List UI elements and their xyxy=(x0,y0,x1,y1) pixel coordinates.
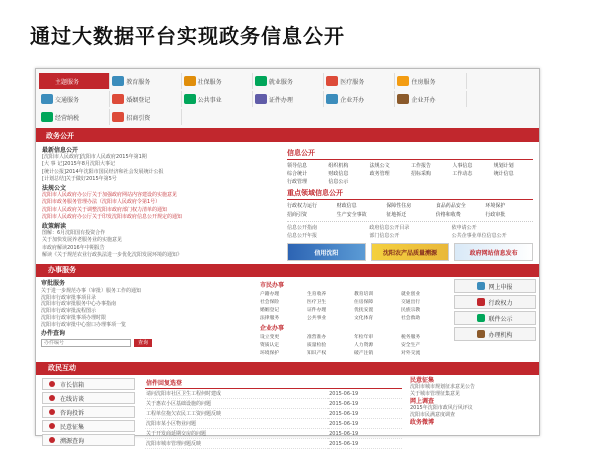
policy-link[interactable]: 图解：6月沈阳国有投资合作 xyxy=(42,230,106,237)
latest-info-link[interactable]: [统计公报]2014年沈阳市国民经济和社会发展统计公报 xyxy=(42,168,164,175)
nav-item-label: 招商引资 xyxy=(126,114,151,122)
hearing-link[interactable]: 2015年沈阳市政风行风评议 xyxy=(410,405,473,412)
guide-link[interactable]: 沈阳市行政审批中心窗口办理事项一览 xyxy=(41,321,127,328)
hudong-button-4[interactable] xyxy=(42,434,135,446)
citizen-service-item[interactable]: 教育培训 xyxy=(354,292,374,298)
key-area-item[interactable]: 行政权力运行 xyxy=(287,203,318,209)
gov-open-section xyxy=(36,142,539,262)
guide-link[interactable]: 沈阳市行政审批事项办理时限 xyxy=(41,315,107,322)
bullet-icon xyxy=(49,423,55,429)
nav-item-label: 企业开办 xyxy=(340,96,365,104)
hudong-button-3[interactable] xyxy=(42,420,135,432)
letter-title[interactable]: 关于惠农小区基础设施的问题 xyxy=(145,399,328,409)
guide-link[interactable]: 关于进一步规范办事（审批）服务工作的通知 xyxy=(41,287,142,294)
nav-item-9[interactable] xyxy=(253,91,324,107)
business-icon xyxy=(326,94,338,104)
key-area-item[interactable]: 价格和收费 xyxy=(435,212,461,218)
letters-table xyxy=(145,377,402,449)
hearing-heading: 网上调查 xyxy=(410,398,435,406)
info-links xyxy=(287,221,533,239)
latest-info-link[interactable]: [大 事 记]2015年8月沈阳大事记 xyxy=(42,161,115,168)
tax-icon xyxy=(41,112,53,122)
info-link[interactable]: 部门信息公开 xyxy=(369,233,400,239)
nav-item-label: 住房服务 xyxy=(411,78,436,86)
investment-icon xyxy=(112,112,124,122)
hudong-button-0[interactable] xyxy=(42,378,135,390)
citizen-service-item[interactable]: 社会救助 xyxy=(401,316,421,322)
nav-item-label: 医疗服务 xyxy=(340,78,365,86)
table-row[interactable] xyxy=(145,429,402,439)
citizen-service-item[interactable]: 文化体育 xyxy=(354,316,374,322)
info-open-item[interactable]: 行政管理 xyxy=(287,179,308,185)
key-area-item[interactable]: 生产安全事故 xyxy=(336,212,367,218)
online-declare-icon xyxy=(477,282,485,290)
nav-item-label: 公共事业 xyxy=(197,96,222,104)
employment-icon xyxy=(255,76,267,86)
policy-link[interactable]: 市政府解读2016年中期报告 xyxy=(42,244,105,251)
citizen-service-item[interactable]: 住房保障 xyxy=(354,300,374,306)
banner-2[interactable]: 沈阳农产品质量溯源 xyxy=(371,243,450,261)
info-open-item[interactable]: 法规公文 xyxy=(369,163,390,169)
nav-item-label: 教育服务 xyxy=(126,78,151,86)
info-open-heading: 信息公开 xyxy=(287,148,533,160)
survey-link[interactable]: 关于城市管理征集意见 xyxy=(410,391,461,398)
nav-item-label: 婚姻登记 xyxy=(126,96,151,104)
banshi-button-2[interactable] xyxy=(454,311,536,325)
marriage-icon xyxy=(112,94,124,104)
law-link[interactable]: 沈阳市人民政府关于调整沈阳市政府部门权力清单的通知 xyxy=(42,206,168,213)
hudong-letters xyxy=(141,375,406,451)
guide-link[interactable]: 沈阳市行政审批事项目录 xyxy=(41,294,97,301)
guide-heading: 审批服务 xyxy=(41,280,66,288)
letter-title[interactable]: 请问沈阳市社区卫生工程何时建成 xyxy=(145,389,328,399)
hudong-button-label: 市长信箱 xyxy=(60,381,85,389)
letter-title[interactable]: 沈阳市城市管理问题反映 xyxy=(145,439,328,449)
nav-item-1[interactable] xyxy=(110,73,181,89)
enterprise-service-item[interactable]: 设立变更 xyxy=(260,335,280,341)
service-nav xyxy=(36,69,539,130)
info-link[interactable]: 依申请公开 xyxy=(451,225,477,231)
banshi-left xyxy=(36,277,256,360)
enterprise-service-item[interactable]: 破产注销 xyxy=(354,351,374,357)
hudong-button-label: 溯源查询 xyxy=(60,437,85,445)
citizen-service-item[interactable]: 婚姻登记 xyxy=(260,308,280,314)
key-areas-heading: 重点领域信息公开 xyxy=(287,188,533,200)
table-row[interactable] xyxy=(145,389,402,399)
citizen-service-item[interactable]: 证件办理 xyxy=(307,308,327,314)
enterprise-service-item[interactable]: 安全生产 xyxy=(401,343,421,349)
key-areas-grid xyxy=(287,202,533,218)
nav-item-0[interactable] xyxy=(39,73,110,89)
letter-date: 2015-06-19 xyxy=(328,399,402,409)
nav-item-4[interactable] xyxy=(324,73,395,89)
info-link[interactable]: 信息公开年报 xyxy=(287,233,318,239)
key-area-item[interactable]: 招商引资 xyxy=(287,212,308,218)
letter-date: 2015-06-19 xyxy=(328,439,402,449)
info-open-grid xyxy=(287,162,533,185)
hudong-section-bar: 政民互动 xyxy=(36,362,539,374)
survey-heading: 民意征集 xyxy=(410,377,435,385)
nav-item-11[interactable] xyxy=(395,91,466,107)
nav-item-label: 交通服务 xyxy=(55,96,80,104)
enterprise-service-item[interactable]: 对外交流 xyxy=(401,351,421,357)
query-button[interactable]: 查询 xyxy=(134,339,152,347)
nav-item-12[interactable] xyxy=(39,109,110,125)
hearing-link[interactable]: 沈阳市民满意度调查 xyxy=(410,412,456,419)
letter-title[interactable]: 工程单位拖欠农民工工资问题反映 xyxy=(145,409,328,419)
info-link[interactable]: 政府信息公开目录 xyxy=(369,225,410,231)
enterprise-service-item[interactable]: 人力资源 xyxy=(354,343,374,349)
query-input[interactable] xyxy=(41,339,131,347)
nav-item-label: 社保服务 xyxy=(197,78,222,86)
letter-date: 2015-06-19 xyxy=(328,429,402,439)
table-row[interactable] xyxy=(145,409,402,419)
gov-open-right xyxy=(281,142,539,262)
hudong-right xyxy=(406,375,539,451)
guide-link[interactable]: 沈阳市行政审批流程图示 xyxy=(41,308,97,315)
slide-title: 通过大数据平台实现政务信息公开 xyxy=(30,24,345,48)
hudong-button-2[interactable] xyxy=(42,406,135,418)
nav-item-label: 经营纳税 xyxy=(55,114,80,122)
key-area-item[interactable]: 食品药品安全 xyxy=(435,203,466,209)
info-open-item[interactable]: 人事信息 xyxy=(452,163,473,169)
latest-info-link[interactable]: [计划总结]关于做好2015年第5号 xyxy=(42,175,117,182)
info-open-item[interactable]: 工作动态 xyxy=(452,171,473,177)
policy-link[interactable]: 解读《关于规范农业行政执法进一步优化沈阳发展环境的通知》 xyxy=(42,251,183,258)
transport-icon xyxy=(41,94,53,104)
nav-item-6[interactable] xyxy=(39,91,110,107)
policy-link[interactable]: 关于加快发展养老服务业的实施意见 xyxy=(42,237,123,244)
gov-weibo-heading: 政务微博 xyxy=(410,419,435,427)
key-area-item[interactable]: 征地拆迁 xyxy=(386,212,407,218)
key-area-item[interactable]: 行政审批 xyxy=(485,212,506,218)
letter-date: 2015-06-19 xyxy=(328,409,402,419)
banshi-button-label: 网上申报 xyxy=(488,283,513,291)
gov-open-section-bar: 政务公开 xyxy=(36,130,539,142)
enterprise-grid xyxy=(260,333,447,356)
latest-info-link[interactable]: [沈阳市人民政府]沈阳市人民政府2015年第1期 xyxy=(42,154,147,161)
letter-date: 2015-06-19 xyxy=(328,389,402,399)
enterprise-service-item[interactable]: 准营准办 xyxy=(307,335,327,341)
letter-date: 2015-06-19 xyxy=(328,419,402,429)
enterprise-heading: 企业办事 xyxy=(260,325,285,333)
letter-title[interactable]: 沈阳市某小区物业问题 xyxy=(145,419,328,429)
bullet-icon xyxy=(49,437,55,443)
law-link[interactable]: 沈阳市人民政府办公厅关于印发沈阳市政府信息公开规定的通知 xyxy=(42,213,183,220)
info-open-item[interactable]: 综合统计 xyxy=(287,171,308,177)
enterprise-service-item[interactable]: 资质认定 xyxy=(260,343,280,349)
laws-heading: 法规公文 xyxy=(42,185,67,193)
citizen-service-item[interactable]: 公共事业 xyxy=(307,316,327,322)
citizen-heading: 市民办事 xyxy=(260,282,285,290)
banshi-button-1[interactable] xyxy=(454,295,536,309)
enterprise-service-item[interactable]: 年检年审 xyxy=(354,335,374,341)
citizen-service-item[interactable]: 医疗卫生 xyxy=(307,300,327,306)
survey-link[interactable]: 沈阳市城市规划征求意见公告 xyxy=(410,384,476,391)
banshi-button-0[interactable] xyxy=(454,279,536,293)
citizen-service-item[interactable]: 就业创业 xyxy=(401,292,421,298)
table-row[interactable] xyxy=(145,399,402,409)
nav-item-13[interactable] xyxy=(110,109,181,125)
info-open-item[interactable]: 信息公示 xyxy=(328,179,349,185)
letter-title[interactable]: 关于开发商延期交房的问题 xyxy=(145,429,328,439)
info-open-item[interactable]: 政务管理 xyxy=(369,171,390,177)
enterprise-service-item[interactable]: 知识产权 xyxy=(307,351,327,357)
nav-item-label: 证件办理 xyxy=(268,96,293,104)
banshi-section xyxy=(36,276,539,360)
banner-3[interactable]: 政府网站信息发布 xyxy=(454,243,533,261)
publicity-icon xyxy=(477,314,485,322)
theme-icon xyxy=(41,76,53,86)
citizen-service-item[interactable]: 户籍办理 xyxy=(260,292,280,298)
info-open-item[interactable]: 领导信息 xyxy=(287,163,308,169)
query-row xyxy=(41,339,251,347)
policy-heading: 政策解读 xyxy=(42,223,67,231)
education-icon xyxy=(112,76,124,86)
info-link[interactable]: 公共企事业单位信息公开 xyxy=(451,233,507,239)
info-open-item[interactable]: 规划计划 xyxy=(493,163,514,169)
hudong-button-label: 民意征集 xyxy=(60,423,85,431)
latest-info-heading: 最新信息公开 xyxy=(42,147,79,154)
info-open-item[interactable]: 招标采购 xyxy=(410,171,431,177)
bullet-icon xyxy=(49,395,55,401)
enterprise-service-item[interactable]: 环境保护 xyxy=(260,351,280,357)
public-service-icon xyxy=(184,94,196,104)
banner-row xyxy=(287,243,533,261)
banshi-section-bar: 办事服务 xyxy=(36,264,539,276)
info-link[interactable]: 信息公开指南 xyxy=(287,225,318,231)
law-link[interactable]: 沈阳市政务服务管理办法（沈阳市人民政府令第1号） xyxy=(42,199,161,206)
bullet-icon xyxy=(49,409,55,415)
banshi-buttons xyxy=(451,277,539,360)
agency-icon xyxy=(477,330,485,338)
housing-icon xyxy=(397,76,409,86)
social-security-icon xyxy=(184,76,196,86)
citizen-service-item[interactable]: 法律服务 xyxy=(260,316,280,322)
key-area-item[interactable]: 财政信息 xyxy=(336,203,357,209)
key-area-item[interactable]: 环境保护 xyxy=(485,203,506,209)
nav-item-label: 企业开办 xyxy=(411,96,436,104)
medical-icon xyxy=(326,76,338,86)
nav-item-label: 主题服务 xyxy=(55,78,80,86)
banner-1[interactable]: 信用沈阳 xyxy=(287,243,366,261)
certificate-icon xyxy=(255,94,267,104)
citizen-service-item[interactable]: 优抚安置 xyxy=(354,308,374,314)
nav-item-8[interactable] xyxy=(182,91,253,107)
table-row[interactable] xyxy=(145,439,402,449)
nav-item-label: 就业服务 xyxy=(268,78,293,86)
banshi-button-label: 联件公示 xyxy=(488,315,513,323)
nav-item-7[interactable] xyxy=(110,91,181,107)
portal-screenshot xyxy=(35,68,540,448)
banshi-button-label: 办理机构 xyxy=(488,331,513,339)
law-link[interactable]: 沈阳市人民政府办公厅关于加强政府网站内容建设的实施意见 xyxy=(42,192,178,199)
citizen-service-item[interactable]: 交通出行 xyxy=(401,300,421,306)
info-open-item[interactable]: 组织机构 xyxy=(328,163,349,169)
gov-open-left xyxy=(36,142,281,262)
enterprise-service-item[interactable]: 质量检验 xyxy=(307,343,327,349)
guide-link[interactable]: 沈阳市行政审批服务中心办事指南 xyxy=(41,301,117,308)
citizen-service-item[interactable]: 社会保险 xyxy=(260,300,280,306)
hudong-button-1[interactable] xyxy=(42,392,135,404)
hudong-buttons xyxy=(36,375,141,451)
briefcase-icon xyxy=(397,94,409,104)
banshi-mid xyxy=(256,277,451,360)
query-heading: 办件查询 xyxy=(41,329,66,337)
citizen-grid xyxy=(260,290,447,321)
hudong-section xyxy=(36,374,539,451)
admin-power-icon xyxy=(477,298,485,306)
key-area-item[interactable]: 保障性住房 xyxy=(386,203,412,209)
info-open-item[interactable]: 财政信息 xyxy=(328,171,349,177)
nav-item-10[interactable] xyxy=(324,91,395,107)
nav-item-5[interactable] xyxy=(395,73,466,89)
banshi-button-label: 行政权力 xyxy=(488,299,513,307)
citizen-service-item[interactable]: 生育收养 xyxy=(307,292,327,298)
nav-item-3[interactable] xyxy=(253,73,324,89)
enterprise-service-item[interactable]: 税务服务 xyxy=(401,335,421,341)
hudong-button-label: 咨询投诉 xyxy=(60,409,85,417)
info-open-item[interactable]: 工作报告 xyxy=(410,163,431,169)
info-open-item[interactable]: 统计信息 xyxy=(493,171,514,177)
bullet-icon xyxy=(49,381,55,387)
table-row[interactable] xyxy=(145,419,402,429)
hudong-button-label: 在线访谈 xyxy=(60,395,85,403)
nav-item-2[interactable] xyxy=(182,73,253,89)
banshi-button-3[interactable] xyxy=(454,327,536,341)
letters-header: 信件回复选登 xyxy=(145,377,402,389)
citizen-service-item[interactable]: 民族宗教 xyxy=(401,308,421,314)
